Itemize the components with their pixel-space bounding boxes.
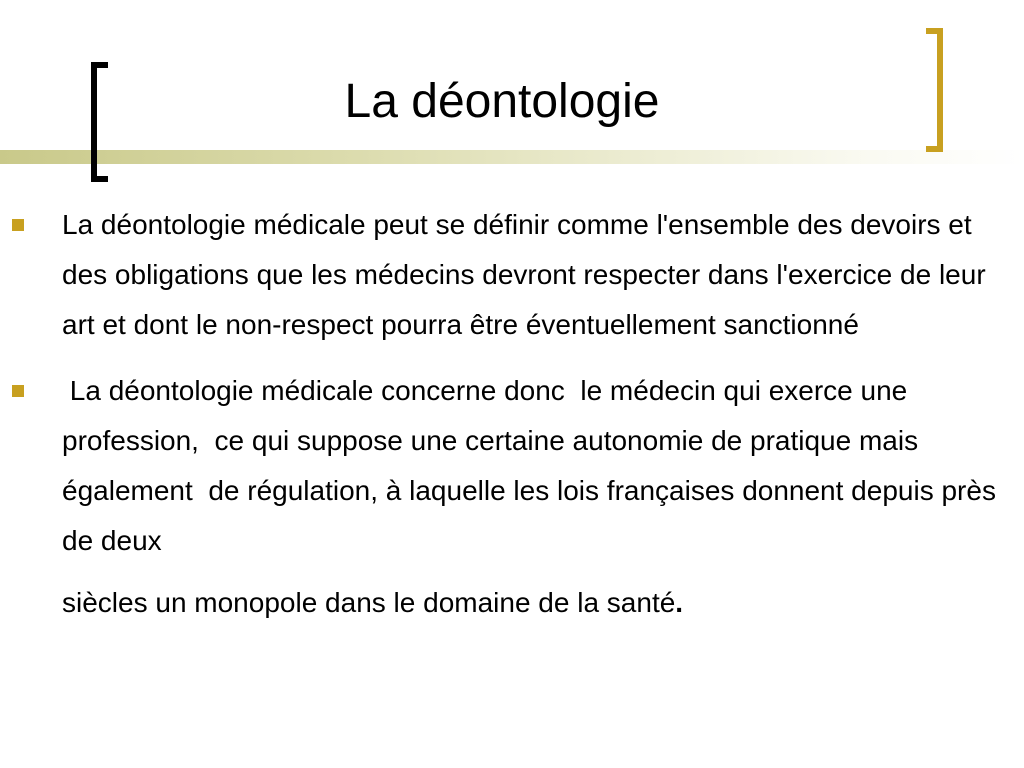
bullet-last-line-text: siècles un monopole dans le domaine de la santé xyxy=(62,587,676,618)
square-bullet-icon xyxy=(12,385,24,397)
bullet-list xyxy=(0,200,1024,628)
slide-title: La déontologie xyxy=(344,75,660,128)
bullet-item xyxy=(0,366,1024,628)
bullet-text-last-line xyxy=(62,578,1016,628)
decorative-band xyxy=(0,150,1024,164)
final-period: . xyxy=(675,587,684,618)
bullet-text: La déontologie médicale peut se définir comme l'ensemble des devoirs et des obligations que les médecins devront respecter dans l'exercice de leur art et dont le non-respect pourra être éventuellement sanctionné xyxy=(62,209,986,340)
square-bullet-icon xyxy=(12,219,24,231)
bullet-item xyxy=(0,200,1024,350)
bullet-text: La déontologie médicale concerne donc le médecin qui exerce une profession, ce qui suppose une certaine autonomie de pratique mais également de régulation, à laquelle les lois françaises donnent depuis près de deux xyxy=(62,375,1004,556)
